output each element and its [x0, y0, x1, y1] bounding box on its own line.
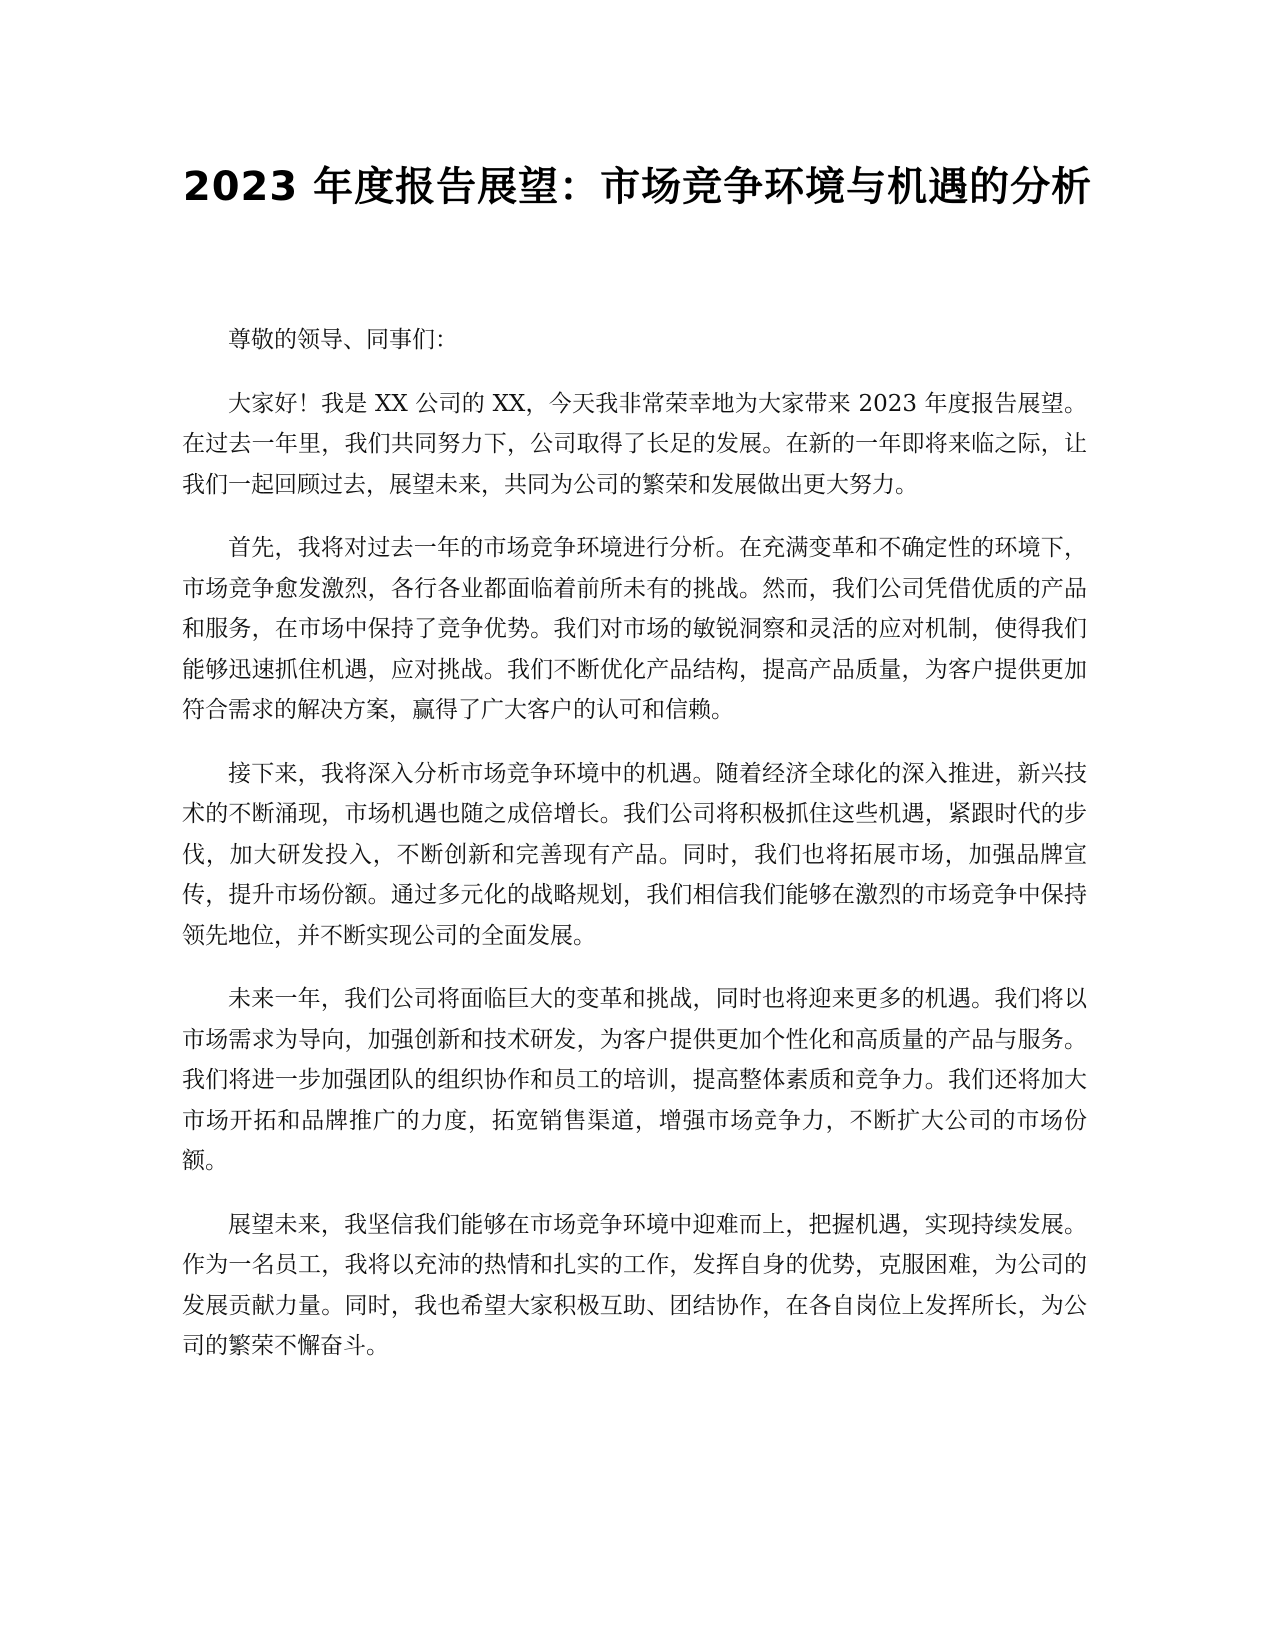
document-body — [182, 320, 1087, 1390]
opportunities-paragraph: 接下来，我将深入分析市场竞争环境中的机遇。随着经济全球化的深入推进，新兴技术的不断涌现，市场机遇也随之成倍增长。我们公司将积极抓住这些机遇，紧跟时代的步伐，加大研发投入，不断创新和完善现有产品。同时，我们也将拓展市场，加强品牌宣传，提升市场份额。通过多元化的战略规划，我们相信我们能够在激烈的市场竞争中保持领先地位，并不断实现公司的全面发展。 — [182, 760, 1087, 949]
document-title: 2023 年度报告展望：市场竞争环境与机遇的分析 — [182, 164, 1093, 210]
outlook-paragraph: 展望未来，我坚信我们能够在市场竞争环境中迎难而上，把握机遇，实现持续发展。作为一名员工，我将以充沛的热情和扎实的工作，发挥自身的优势，克服困难，为公司的发展贡献力量。同时，我也希望大家积极互助、团结协作，在各自岗位上发挥所长，为公司的繁荣不懈奋斗。 — [182, 1211, 1087, 1359]
greeting-paragraph: 大家好！我是 XX 公司的 XX，今天我非常荣幸地为大家带来 2023 年度报告展望。在过去一年里，我们共同努力下，公司取得了长足的发展。在新的一年即将来临之际，让我们一起回顾过去，展望未来，共同为公司的繁荣和发展做出更大努力。 — [182, 390, 1087, 498]
market-analysis-paragraph: 首先，我将对过去一年的市场竞争环境进行分析。在充满变革和不确定性的环境下，市场竞争愈发激烈，各行各业都面临着前所未有的挑战。然而，我们公司凭借优质的产品和服务，在市场中保持了竞争优势。我们对市场的敏锐洞察和灵活的应对机制，使得我们能够迅速抓住机遇，应对挑战。我们不断优化产品结构，提高产品质量，为客户提供更加符合需求的解决方案，赢得了广大客户的认可和信赖。 — [182, 535, 1087, 723]
next-year-plan-paragraph: 未来一年，我们公司将面临巨大的变革和挑战，同时也将迎来更多的机遇。我们将以市场需求为导向，加强创新和技术研发，为客户提供更加个性化和高质量的产品与服务。我们将进一步加强团队的组织协作和员工的培训，提高整体素质和竞争力。我们还将加大市场开拓和品牌推广的力度，拓宽销售渠道，增强市场竞争力，不断扩大公司的市场份额。 — [182, 986, 1087, 1174]
salutation-paragraph: 尊敬的领导、同事们： — [228, 327, 458, 353]
